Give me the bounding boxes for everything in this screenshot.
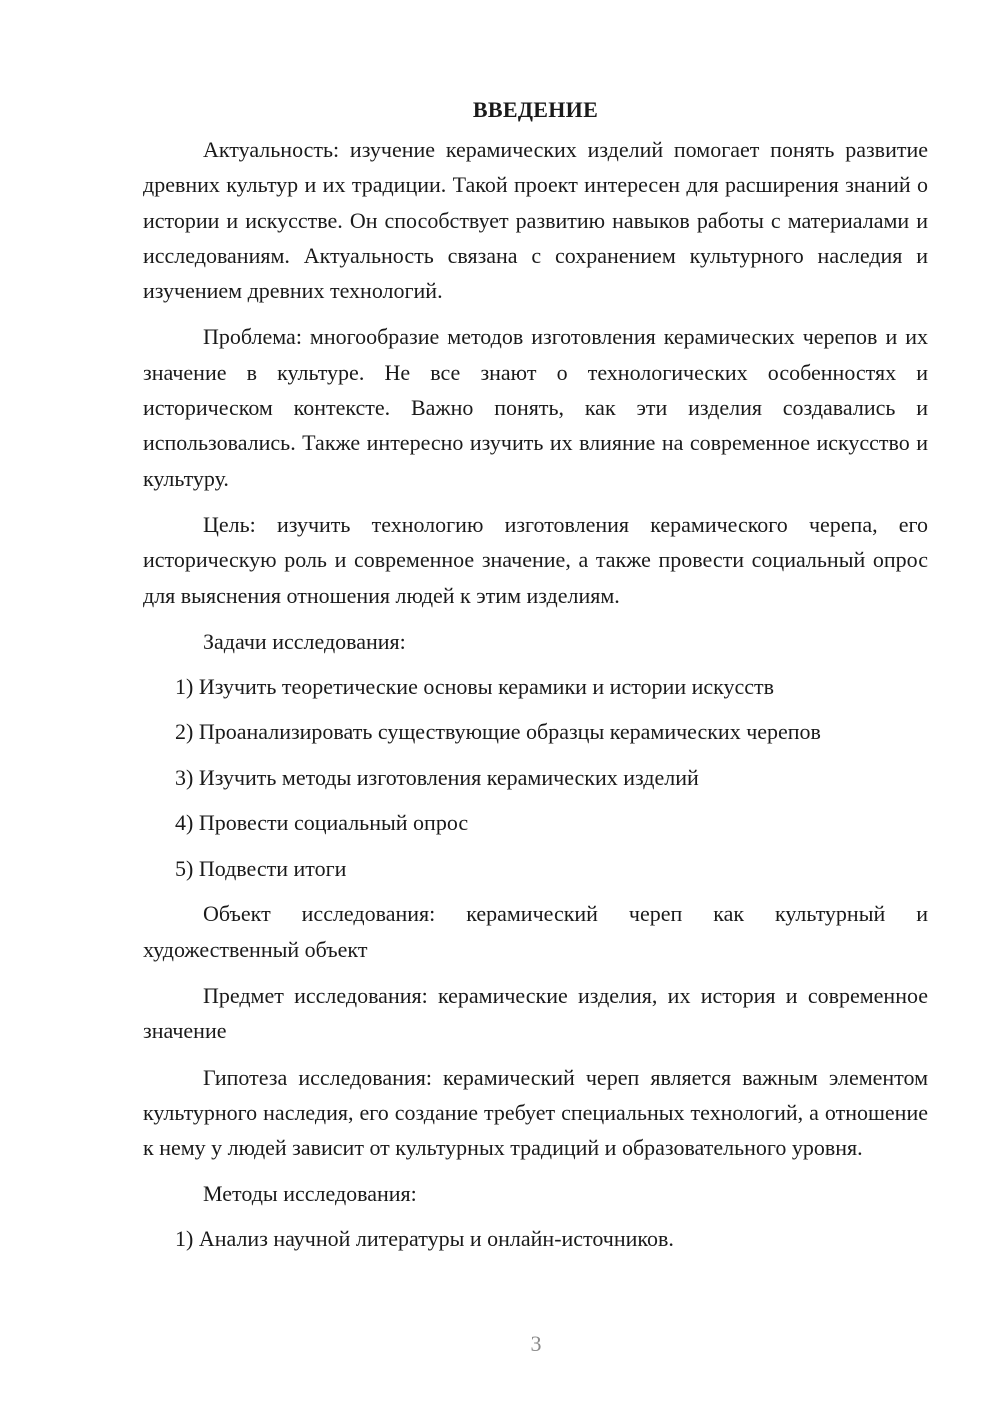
page-title: ВВЕДЕНИЕ: [472, 97, 599, 122]
page-number: 3: [530, 1331, 542, 1356]
list-item: 5) Подвести итоги: [175, 855, 347, 881]
tasks-heading: Задачи исследования:: [203, 628, 406, 654]
methods-list: [143, 1221, 928, 1256]
methods-heading: Методы исследования:: [203, 1181, 417, 1207]
subject-paragraph: Предмет исследования: керамические изделия, их история и современное значение: [143, 982, 928, 1044]
list-item: 2) Проанализировать существующие образцы керамических черепов: [175, 719, 821, 745]
hypothesis-paragraph: Гипотеза исследования: керамический череп является важным элементом культурного наследия, его создание требует специальных технологий, а отношение к нему у людей зависит от культурных традиций и образовательного уровня.: [143, 1064, 928, 1161]
list-item: 1) Анализ научной литературы и онлайн-источников.: [175, 1226, 674, 1252]
tasks-list: [143, 669, 928, 886]
problem-paragraph: Проблема: многообразие методов изготовления керамических черепов и их значение в культуре. Не все знают о технологических особенностях и историческом контексте. Важно понять, как эти изделия создавались и использовались. Также интересно изучить их влияние на современное искусство и культуру.: [143, 324, 928, 491]
goal-paragraph: Цель: изучить технологию изготовления керамического черепа, его историческую роль и современное значение, а также провести социальный опрос для выяснения отношения людей к этим изделиям.: [143, 511, 928, 608]
document-page: [143, 92, 928, 1267]
list-item: 3) Изучить методы изготовления керамических изделий: [175, 764, 699, 790]
relevance-paragraph: Актуальность: изучение керамических изделий помогает понять развитие древних культур и их традиции. Такой проект интересен для расширения знаний о истории и искусстве. Он способствует развитию навыков работы с материалами и исследованиям. Актуальность связана с сохранением культурного наследия и изучением древних технологий.: [143, 137, 928, 304]
list-item: 4) Провести социальный опрос: [175, 810, 469, 836]
object-paragraph: Объект исследования: керамический череп как культурный и художественный объект: [143, 901, 928, 962]
list-item: 1) Изучить теоретические основы керамики и истории искусств: [175, 673, 775, 699]
